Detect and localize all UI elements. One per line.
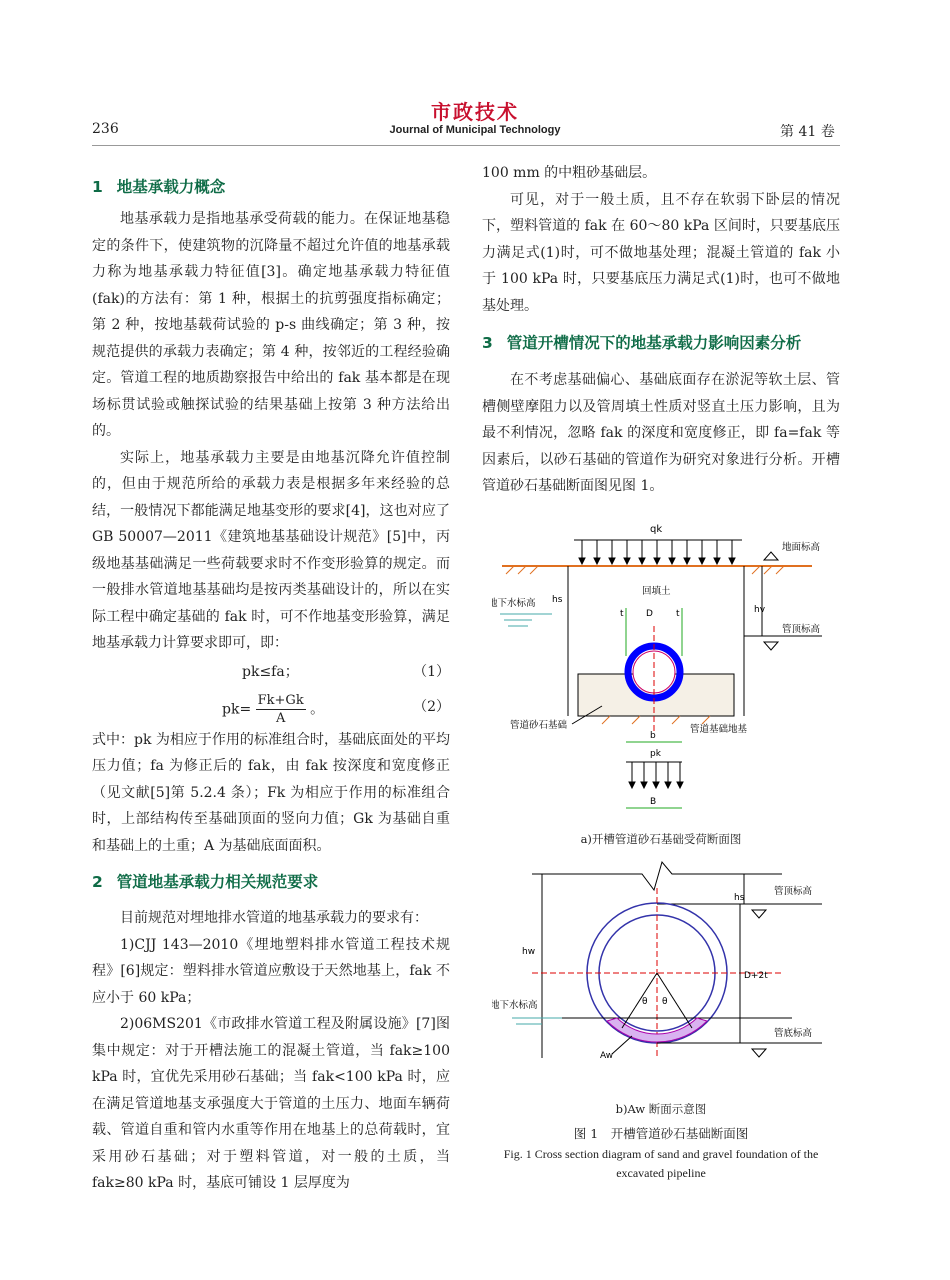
ground-hatch [506,566,784,574]
equation-2: pk= $\frac{Fk+Gk}{A}$ 。 （2） [222,692,450,726]
ground-level-label: 地面标高 [782,542,821,553]
aw-label: Aw [600,1051,614,1061]
b-label: b [650,731,656,741]
pipe-bottom-label: 管底标高 [774,1028,813,1039]
section-3-heading: 3 管道开槽情况下的地基承载力影响因素分析 [482,334,802,352]
D-label: D [646,609,653,619]
left-column [92,160,450,1197]
equation-1: pk≤fa； （1） [242,663,450,680]
sand-base-label: 管道砂石基础 [510,720,568,731]
figure-a [492,516,833,824]
theta-left: θ [642,997,648,1007]
page-number: 236 [92,121,119,137]
sec3-paragraph-1: 在不考虑基础偏心、基础底面存在淤泥等软土层、管槽侧壁摩阻力以及管周填土性质对竖直土压力影响，且为最不利情况，忽略 fak 的深度和宽度修正，即 fa=fak 等因素后，以砂石基础的管道作为研究对象进行分析。开槽管道砂石基础断面图见图 1。 [482,372,840,494]
pipe-top-label-a: 管顶标高 [782,624,821,635]
ground-level-marker [764,552,778,560]
header-rule [92,145,840,146]
right-paragraph-1: 可见，对于一般土质，且不存在软弱下卧层的情况下，塑料管道的 fak 在 60～80 kPa 区间时，只要基底压力满足式(1)时，可不做地基处理；混凝土管道的 fak 小于 100 kPa 时，只要基底压力满足式(1)时，也可不做地基处理。 [482,191,840,314]
right-paragraph-0: 100 mm 的中粗砂基础层。 [482,165,657,181]
figure-a-diagram [492,516,833,824]
journal-logo: 市政技术 [431,100,519,124]
hv-label-a: hv [754,605,766,615]
gw-label: 地下水标高 [492,598,536,609]
pipe-top-label-b: 管顶标高 [774,886,813,897]
figure-b-caption: b)Aw 断面示意图 [615,1102,707,1116]
figure-a-caption: a)开槽管道砂石基础受荷断面图 [580,832,742,846]
figure-b-diagram [492,858,833,1088]
pk-arrows [626,762,683,788]
sec2-paragraph-2: 1)CJJ 143—2010《埋地塑料排水管道工程技术规程》[6]规定：塑料排水管道应敷设于天然地基上，fak 不应小于 60 kPa； [92,936,450,1006]
right-column [482,160,840,500]
hs-label-a: hs [552,595,563,605]
section-2-heading: 2 管道地基承载力相关规范要求 [92,873,319,891]
subgrade-label: 管道基础地基 [690,724,748,735]
sec2-paragraph-1: 目前规范对埋地排水管道的地基承载力的要求有： [120,910,428,926]
sec2-paragraph-3: 2)06MS201《市政排水管道工程及附属设施》[7]图集中规定：对于开槽法施工的混凝土管道，当 fak≥100 kPa 时，宜优先采用砂石基础；当 fak<100 kPa 时，应在满足管道地基支承强度大于管道的土压力、地面车辆荷载、管道自重和管内水重等作用在地基上的总荷载时，宜采用砂石基础；对于塑料管道，对一般的土质，当 fak≥80 kPa 时，基底可铺设 1 层厚度为 [92,1016,450,1191]
theta-right: θ [662,997,668,1007]
B-label: B [650,797,657,807]
hs-label-b: hs [734,893,745,903]
t-label-left: t [620,609,624,619]
journal-name: Journal of Municipal Technology [389,124,561,136]
gw-label-b: 地下水标高 [492,1000,538,1011]
d2t-label: D+2t [744,971,768,981]
volume-label: 第 41 卷 [780,124,835,140]
section-1-heading: 1 地基承载力概念 [92,178,226,196]
load-arrows [579,540,735,564]
figure-b [492,858,833,1088]
pk-label: pk [650,749,661,759]
qk-label: qk [650,524,663,535]
hw-label: hw [522,947,536,957]
t-label-right: t [676,609,680,619]
sec1-paragraph-1: 地基承载力是指地基承受荷载的能力。在保证地基稳定的条件下，使建筑物的沉降量不超过允许值的地基承载力称为地基承载力特征值[3]。确定地基承载力特征值(fak)的方法有：第 1 种，根据土的抗剪强度指标确定；第 2 种，按地基载荷试验的 p-s 曲线确定；第 3 种，按规范提供的承载力表确定；第 4 种，按邻近的工程经验确定。管道工程的地质勘察报告中给出的 fak 基本都是在现场标贯试验或触探试验的结果基础上按第 3 种方法给出的。 [92,211,450,439]
sec1-paragraph-2: 实际上，地基承载力主要是由地基沉降允许值控制的，但由于规范所给的承载力表是根据多年来经验的总结，一般情况下都能满足地基变形的要求[4]，这也对应了 GB 50007—2011《建筑地基基础设计规范》[5]中，丙级地基基础满足一些荷载要求时不作变形验算的规定。而一般排水管道地基基础均是按丙类基础设计的，所以在实际工程中确定基础的 fak 时，可不作地基变形验算，满足地基承载力计算要求即可，即： [92,449,450,651]
aw-area [607,1018,707,1042]
backfill-label: 回填土 [642,586,671,597]
figure-1-title-en: Fig. 1 Cross section diagram of sand and gravel foundation of the excavated pipeline [503,1147,819,1180]
subgrade-hatch [602,716,710,724]
sec1-paragraph-3: 式中：pk 为相应于作用的标准组合时，基础底面处的平均压力值；fa 为修正后的 fak，由 fak 按深度和宽度修正（见文献[5]第 5.2.4 条）；Fk 为相应于作用的标准组合时，上部结构传至基础顶面的竖向力值；Gk 为基础自重和基础上的土重；A 为基础底面面积。 [92,731,450,854]
figure-1-title-cn: 图 1 开槽管道砂石基础断面图 [573,1126,749,1141]
